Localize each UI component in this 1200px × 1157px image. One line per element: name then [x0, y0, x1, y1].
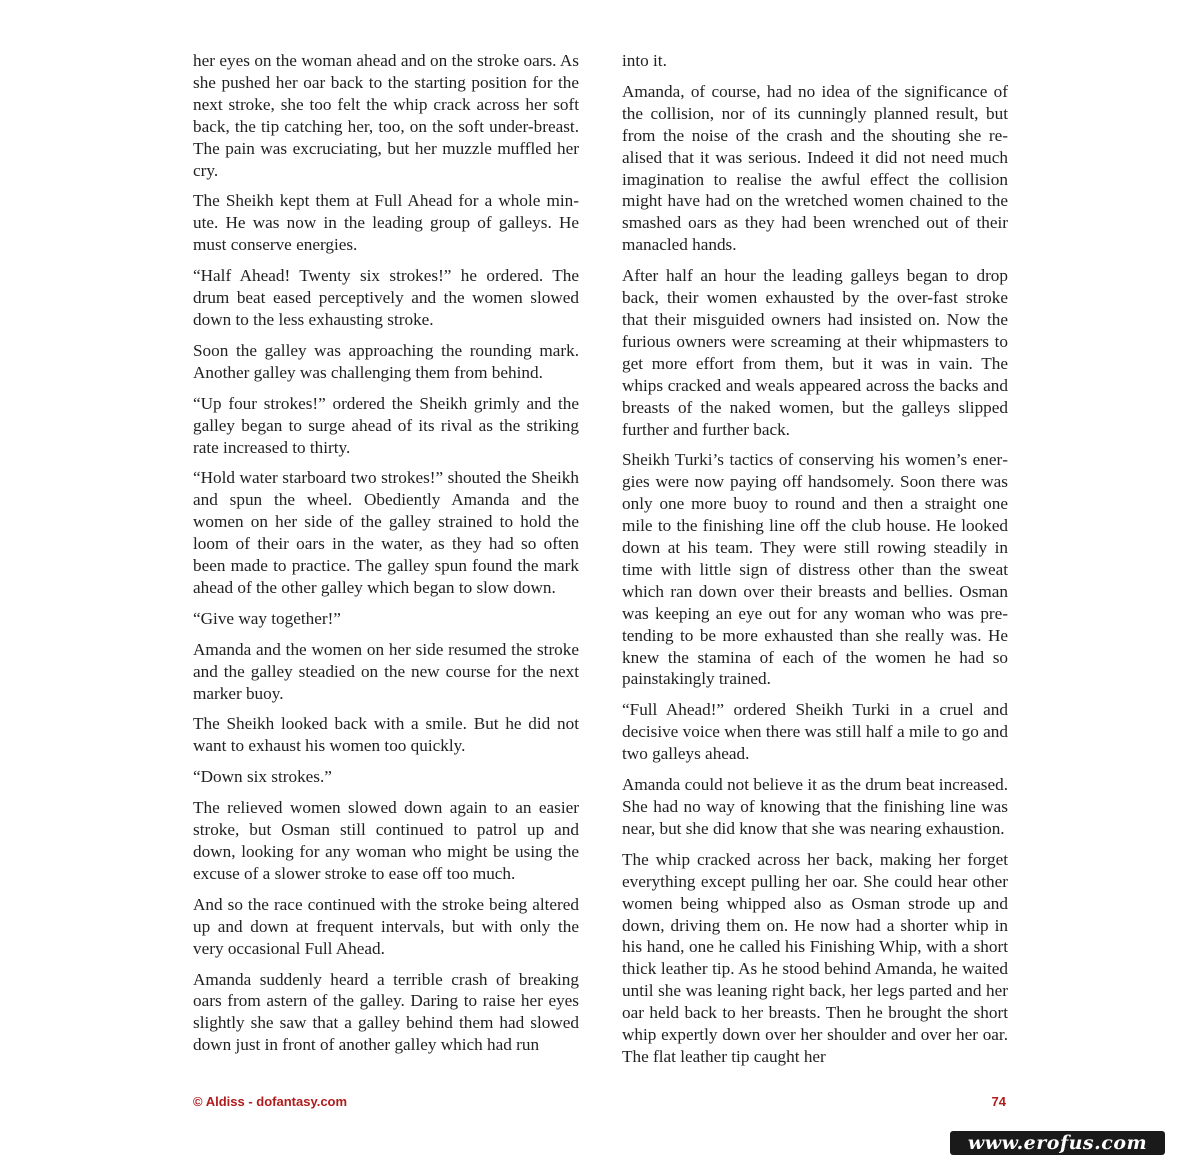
paragraph: her eyes on the woman ahead and on the stroke oars. As she pushed her oar back to the starting position for the next stroke, she too felt the whip crack across her soft back, the tip catching her, too, on the soft under-breast. The pain was excruciating, but her muzzle muffled her cry.: [193, 51, 579, 180]
paragraph: Amanda could not believe it as the drum beat increased. She had no way of knowing that the finishing line was near, but she did know that she was nearing exhaustion.: [622, 775, 1008, 838]
paragraph: into it.: [622, 51, 667, 70]
paragraph: The Sheikh looked back with a smile. But he did not want to exhaust his women too quickly.: [193, 714, 579, 756]
paragraph: The relieved women slowed down again to an easier stroke, but Osman still continued to patrol up and down, looking for any woman who might be using the excuse of a slower stroke to ease off too much.: [193, 798, 579, 883]
paragraph: “Down six strokes.”: [193, 767, 332, 787]
paragraph: The Sheikh kept them at Full Ahead for a whole minute. He was now in the leading group of galleys. He must conserve energies.: [193, 191, 579, 255]
paragraph: The whip cracked across her back, making her forget everything except pulling her oar. She could hear other women being whipped also as Osman strode up and down, driving them on. He now had a shorter whip in his hand, one he called his Finishing Whip, with a short thick leather tip. As he stood behind Amanda, he waited until she was leaning right back, her legs parted and her oar held back to her breasts. Then he brought the short whip expertly down over her shoulder and over her oar. The flat leather tip caught her: [622, 849, 1008, 1066]
paragraph: Amanda and the women on her side resumed the stroke and the galley steadied on the new course for the next marker buoy.: [193, 639, 579, 703]
paragraph: Soon the galley was approaching the rounding mark. Another galley was challenging them from behind.: [193, 340, 579, 382]
paragraph: After half an hour the leading galleys began to drop back, their women exhausted by the over-fast stroke that their misguided owners had insisted on. Now the furious owners were screaming at their whipmasters to get more effort from them, but it was in vain. The whips cracked and weals appeared across the backs and breasts of the naked women, but the galleys slipped further and further back.: [622, 266, 1008, 439]
right-text-column: [622, 50, 1008, 1077]
watermark-logo: www.erofus.com: [950, 1131, 1165, 1155]
paragraph: “Half Ahead! Twenty six strokes!” he ordered. The drum beat eased perceptively and the women slowed down to the less exhausting stroke.: [193, 266, 579, 329]
paragraph: “Full Ahead!” ordered Sheikh Turki in a cruel and decisive voice when there was still half a mile to go and two galleys ahead.: [622, 700, 1008, 764]
paragraph: And so the race continued with the stroke being altered up and down at frequent intervals, but with only the very occasional Full Ahead.: [193, 894, 579, 958]
paragraph: “Hold water starboard two strokes!” shouted the Sheikh and spun the wheel. Obediently Amanda and the women on her side of the galley strained to hold the loom of their oars in the water, as they had so often been made to practice. The galley spun found the mark ahead of the other galley which began to slow down.: [193, 468, 579, 597]
paragraph: Amanda suddenly heard a terrible crash of breaking oars from astern of the galley. Daring to raise her eyes slightly she saw that a galley behind them had slowed down just in front of another galley which had run: [193, 969, 579, 1055]
paragraph: Amanda, of course, had no idea of the significance of the collision, nor of its cunningly planned result, but from the noise of the crash and the shouting she realised that it was serious. Indeed it did not need much imagination to realise the awful effect the collision might have had on the wretched women chained to the smashed oars as they had been wrenched out of their manacled hands.: [622, 81, 1008, 255]
copyright-footer: © Aldiss - dofantasy.com: [193, 1094, 348, 1109]
page-number: 74: [991, 1094, 1006, 1109]
paragraph: “Give way together!”: [193, 608, 341, 628]
paragraph: Sheikh Turki’s tactics of conserving his women’s energies were now paying off handsomely. Soon there was only one more buoy to round and then a straight one mile to the finishing line off the club house. He looked down at his team. They were still rowing steadily in time with little sign of distress other than the sweat which ran down over their breasts and bellies. Osman was keeping an eye out for any woman who was pretending to be more exhausted than she really was. He knew the stamina of each of the women he had so painstakingly trained.: [622, 450, 1008, 689]
paragraph: “Up four strokes!” ordered the Sheikh grimly and the galley began to surge ahead of its rival as the striking rate increased to thirty.: [193, 393, 579, 457]
left-text-column: [193, 50, 579, 1065]
